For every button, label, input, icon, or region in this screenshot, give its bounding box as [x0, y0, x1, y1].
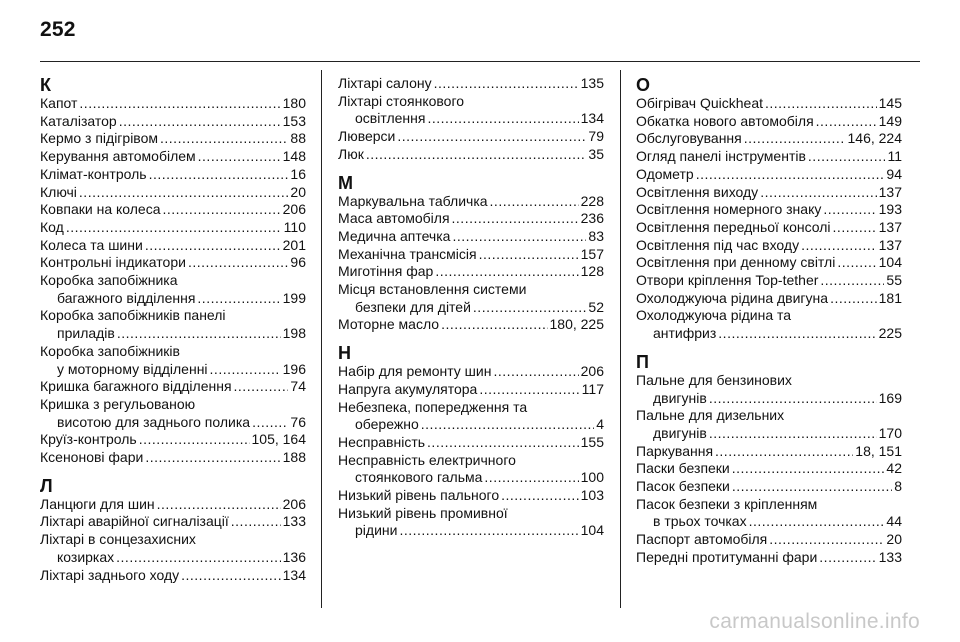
index-term: Одометр: [636, 165, 694, 182]
page-reference: 52: [588, 298, 604, 315]
column-divider: [321, 70, 322, 608]
page-reference: 148: [282, 148, 306, 165]
index-term-continuation: двигунів: [653, 389, 707, 406]
index-term: Ковпаки на колеса: [40, 201, 161, 218]
leader-dots: [715, 443, 853, 461]
leader-dots: [501, 487, 579, 505]
page-reference: 206: [580, 363, 604, 380]
leader-dots: [473, 299, 587, 317]
page-reference: 76: [290, 413, 306, 430]
index-term-continuation: двигунів: [653, 424, 707, 441]
index-term: Передні протитуманні фари: [636, 548, 818, 565]
index-term-continuation: антифриз: [653, 325, 717, 342]
index-entry: [338, 93, 604, 128]
leader-dots: [434, 75, 579, 93]
leader-dots: [819, 549, 876, 567]
leader-dots: [830, 290, 877, 308]
leader-dots: [435, 263, 578, 281]
index-term: Кришка з регульованою: [40, 395, 196, 412]
section-letter: Л: [40, 475, 53, 496]
index-entry: [338, 263, 604, 281]
index-entry: [338, 452, 604, 487]
leader-dots: [696, 166, 885, 184]
index-term: Люверси: [338, 128, 396, 145]
leader-dots: [366, 146, 587, 164]
index-entry: [40, 201, 306, 219]
leader-dots: [145, 449, 280, 467]
index-entry: [40, 496, 306, 514]
index-column-2: [338, 75, 604, 540]
page-reference: 79: [588, 128, 604, 145]
index-entry: [338, 75, 604, 93]
page-reference: 20: [886, 531, 902, 548]
leader-dots: [732, 478, 892, 496]
index-term: Освітлення номерного знаку: [636, 201, 822, 218]
leader-dots: [160, 130, 288, 148]
page-reference: 153: [282, 112, 306, 129]
index-term: Керування автомобілем: [40, 148, 196, 165]
page-reference: 103: [580, 487, 604, 504]
leader-dots: [234, 378, 289, 396]
index-term: Ліхтарі салону: [338, 75, 432, 91]
index-term: Охолоджуюча рідина та: [636, 307, 792, 324]
leader-dots: [397, 128, 586, 146]
page-reference: 157: [580, 245, 604, 262]
index-entry: [636, 166, 902, 184]
page-reference: 88: [290, 130, 306, 147]
index-entry: [636, 372, 902, 407]
index-term: Ключі: [40, 183, 77, 200]
leader-dots: [718, 325, 876, 343]
index-entry: [636, 307, 902, 342]
index-entry: [40, 378, 306, 396]
index-entry: [40, 237, 306, 255]
index-entry: [338, 381, 604, 399]
leader-dots: [210, 361, 281, 379]
leader-dots: [117, 325, 281, 343]
index-entry: [40, 513, 306, 531]
page-reference: 169: [878, 389, 902, 406]
index-term: Ланцюги для шин: [40, 495, 155, 512]
page-reference: 180: [282, 95, 306, 111]
index-term-continuation: освітлення: [355, 110, 426, 127]
leader-dots: [760, 184, 876, 202]
index-entry: [338, 434, 604, 452]
index-column-3: [636, 75, 902, 567]
index-term-continuation: у моторному відділенні: [57, 360, 208, 377]
index-entry: [636, 478, 902, 496]
index-term: Ліхтарі заднього ходу: [40, 566, 180, 583]
leader-dots: [769, 531, 884, 549]
index-term: Пальне для дизельних: [636, 407, 785, 424]
leader-dots: [79, 95, 280, 113]
index-term-continuation: стоянкового гальма: [355, 469, 483, 486]
section-letter: Н: [338, 343, 351, 364]
page-reference: 134: [580, 110, 604, 127]
page-reference: 44: [886, 513, 902, 530]
index-term: Ксенонові фари: [40, 449, 144, 466]
index-term-continuation: в трьох точках: [653, 513, 747, 530]
page-reference: 180, 225: [549, 316, 604, 333]
index-term: Паркування: [636, 442, 714, 459]
leader-dots: [808, 148, 886, 166]
page-reference: 199: [282, 289, 306, 306]
index-term: Клімат-контроль: [40, 165, 147, 182]
index-entry: [40, 449, 306, 467]
page-reference: 149: [878, 112, 902, 129]
page-reference: 201: [282, 236, 306, 253]
index-entry: [338, 210, 604, 228]
section-letter: К: [40, 75, 51, 95]
index-entry: [40, 148, 306, 166]
index-entry: [338, 487, 604, 505]
page-number: 252: [40, 18, 76, 41]
index-term: Маса автомобіля: [338, 210, 450, 227]
leader-dots: [479, 246, 579, 264]
leader-dots: [157, 496, 281, 514]
leader-dots: [139, 431, 250, 449]
index-term-continuation: безпеки для дітей: [355, 298, 471, 315]
index-entry: [338, 399, 604, 434]
page-reference: 42: [886, 460, 902, 477]
index-term: Низький рівень промивної: [338, 504, 508, 521]
index-entry: [338, 193, 604, 211]
page-reference: 155: [580, 433, 604, 450]
page-reference: 4: [596, 416, 604, 433]
index-entry: [636, 496, 902, 531]
section-letter: П: [636, 351, 649, 372]
page-reference: 193: [878, 201, 902, 218]
leader-dots: [452, 210, 579, 228]
index-term-continuation: козирках: [57, 548, 115, 565]
index-term-continuation: багажного відділення: [57, 289, 196, 306]
index-term: Колеса та шини: [40, 236, 143, 253]
index-entry: [40, 531, 306, 566]
index-term: Набір для ремонту шин: [338, 363, 492, 380]
index-term: Каталізатор: [40, 112, 117, 129]
page-reference: 16: [290, 165, 306, 182]
leader-dots: [441, 316, 547, 334]
leader-dots: [479, 381, 579, 399]
leader-dots: [119, 113, 281, 131]
leader-dots: [427, 110, 578, 128]
page-reference: 137: [878, 183, 902, 200]
leader-dots: [427, 434, 579, 452]
page-reference: 104: [878, 254, 902, 271]
leader-dots: [181, 567, 281, 585]
leader-dots: [490, 193, 579, 211]
index-entry: [636, 272, 902, 290]
leader-dots: [765, 95, 877, 113]
leader-dots: [116, 549, 280, 567]
leader-dots: [231, 513, 281, 531]
section-letter: М: [338, 172, 353, 193]
index-term: Обкатка нового автомобіля: [636, 112, 814, 129]
index-term: Обслуговування: [636, 130, 742, 147]
index-term: Обігрівач Quickheat: [636, 95, 763, 111]
leader-dots: [732, 460, 885, 478]
index-entry: [636, 148, 902, 166]
index-term: Освітлення передньої консолі: [636, 218, 831, 235]
index-term: Ліхтарі стоянкового: [338, 92, 465, 109]
index-entry: [40, 396, 306, 431]
section-letter: О: [636, 75, 651, 95]
index-term: Низький рівень пального: [338, 487, 500, 504]
index-entry: [338, 281, 604, 316]
leader-dots: [66, 219, 282, 237]
index-term: Огляд панелі інструментів: [636, 148, 806, 165]
index-entry: [636, 201, 902, 219]
leader-dots: [163, 201, 281, 219]
index-entry: [636, 184, 902, 202]
leader-dots: [198, 148, 281, 166]
index-entry: [636, 443, 902, 461]
index-term: Освітлення при денному світлі: [636, 254, 836, 271]
page-reference: 145: [878, 95, 902, 111]
index-term: Паски безпеки: [636, 460, 730, 477]
leader-dots: [149, 166, 289, 184]
leader-dots: [709, 425, 877, 443]
index-entry: [636, 237, 902, 255]
index-entry: [636, 219, 902, 237]
page-reference: 196: [282, 360, 306, 377]
page-reference: 198: [282, 325, 306, 342]
page-reference: 236: [580, 210, 604, 227]
leader-dots: [744, 130, 846, 148]
index-term-continuation: висотою для заднього полика: [57, 413, 251, 430]
index-entry: [40, 130, 306, 148]
index-entry: [338, 363, 604, 381]
page-reference: 188: [282, 449, 306, 466]
page-reference: 135: [580, 75, 604, 91]
page-reference: 8: [894, 478, 902, 495]
index-entry: [636, 549, 902, 567]
index-term: Кермо з підігрівом: [40, 130, 159, 147]
page-reference: 137: [878, 218, 902, 235]
leader-dots: [837, 254, 876, 272]
index-entry: [40, 219, 306, 237]
index-term: Коробка запобіжників панелі: [40, 307, 226, 324]
index-entry: [40, 113, 306, 131]
page-reference: 133: [878, 548, 902, 565]
index-term: Освітлення виходу: [636, 183, 759, 200]
index-entry: [636, 531, 902, 549]
leader-dots: [79, 184, 289, 202]
index-term: Капот: [40, 95, 78, 111]
index-entry: [636, 254, 902, 272]
index-entry: [338, 316, 604, 334]
leader-dots: [421, 416, 594, 434]
header-rule: [40, 61, 920, 62]
page-reference: 83: [588, 227, 604, 244]
page-reference: 136: [282, 548, 306, 565]
index-term: Люк: [338, 145, 364, 162]
leader-dots: [452, 228, 586, 246]
index-term: Кришка багажного відділення: [40, 378, 232, 395]
index-term: Ліхтарі аварійної сигналізації: [40, 513, 229, 530]
page-reference: 117: [581, 380, 604, 397]
leader-dots: [749, 513, 885, 531]
index-term: Паспорт автомобіля: [636, 531, 768, 548]
index-term-continuation: обережно: [355, 416, 419, 433]
index-entry: [636, 407, 902, 442]
index-term: Несправність: [338, 433, 426, 450]
index-entry: [338, 228, 604, 246]
page-reference: 225: [878, 325, 902, 342]
index-entry: [636, 290, 902, 308]
index-entry: [636, 460, 902, 478]
page-reference: 35: [588, 145, 604, 162]
leader-dots: [493, 363, 578, 381]
index-term: Круїз-контроль: [40, 431, 137, 448]
index-term-continuation: приладів: [57, 325, 115, 342]
index-term: Миготіння фар: [338, 263, 434, 280]
index-entry: [40, 272, 306, 307]
index-term: Отвори кріплення Top-tether: [636, 272, 819, 289]
index-entry: [40, 184, 306, 202]
leader-dots: [252, 414, 288, 432]
index-term: Моторне масло: [338, 316, 440, 333]
column-divider: [620, 70, 621, 608]
index-term-continuation: рідини: [355, 522, 398, 539]
index-entry: [338, 246, 604, 264]
index-term: Місця встановлення системи: [338, 281, 527, 298]
index-column-1: [40, 75, 306, 584]
page-reference: 170: [878, 424, 902, 441]
leader-dots: [833, 219, 877, 237]
index-term: Пальне для бензинових: [636, 371, 792, 388]
page-reference: 94: [886, 165, 902, 182]
index-entry: [338, 505, 604, 540]
index-term: Освітлення під час входу: [636, 236, 800, 253]
index-entry: [40, 95, 306, 113]
index-entry: [40, 431, 306, 449]
index-term: Контрольні індикатори: [40, 254, 186, 271]
page-reference: 134: [282, 566, 306, 583]
leader-dots: [709, 390, 877, 408]
page-reference: 133: [282, 513, 306, 530]
index-term: Медична аптечка: [338, 227, 451, 244]
index-entry: [338, 128, 604, 146]
index-term: Маркувальна табличка: [338, 192, 488, 209]
index-entry: [40, 307, 306, 342]
index-entry: [636, 113, 902, 131]
page-reference: 110: [283, 218, 306, 235]
leader-dots: [823, 201, 876, 219]
index-entry: [40, 343, 306, 378]
page-reference: 128: [580, 263, 604, 280]
leader-dots: [484, 469, 578, 487]
page-reference: 105, 164: [251, 431, 306, 448]
index-entry: [40, 254, 306, 272]
index-term: Небезпека, попередження та: [338, 398, 528, 415]
index-term: Ліхтарі в сонцезахисних: [40, 531, 196, 548]
index-entry: [40, 567, 306, 585]
page-reference: 20: [290, 183, 306, 200]
index-term: Напруга акумулятора: [338, 380, 478, 397]
leader-dots: [145, 237, 281, 255]
leader-dots: [801, 237, 877, 255]
index-term: Механічна трансмісія: [338, 245, 477, 262]
index-term: Несправність електричного: [338, 451, 516, 468]
index-entry: [338, 146, 604, 164]
leader-dots: [197, 290, 280, 308]
index-term: Коробка запобіжника: [40, 272, 178, 289]
page-reference: 206: [282, 201, 306, 218]
page-reference: 206: [282, 495, 306, 512]
leader-dots: [816, 113, 877, 131]
page-reference: 181: [878, 289, 902, 306]
page-reference: 55: [886, 272, 902, 289]
index-entry: [40, 166, 306, 184]
page-reference: 18, 151: [855, 442, 902, 459]
index-term: Охолоджуюча рідина двигуна: [636, 289, 829, 306]
index-term: Пасок безпеки з кріпленням: [636, 495, 818, 512]
page-reference: 96: [290, 254, 306, 271]
index-term: Коробка запобіжників: [40, 342, 180, 359]
index-entry: [636, 130, 902, 148]
page-reference: 228: [580, 192, 604, 209]
leader-dots: [188, 254, 288, 272]
index-entry: [636, 95, 902, 113]
page-reference: 100: [580, 469, 604, 486]
index-term: Пасок безпеки: [636, 478, 730, 495]
page-reference: 104: [580, 522, 604, 539]
page-reference: 11: [887, 148, 902, 165]
leader-dots: [820, 272, 884, 290]
index-term: Код: [40, 218, 64, 235]
leader-dots: [399, 522, 578, 540]
page-reference: 146, 224: [847, 130, 902, 147]
page-reference: 74: [290, 378, 306, 395]
watermark: carmanualsonline.info: [709, 610, 920, 633]
page-reference: 137: [878, 236, 902, 253]
